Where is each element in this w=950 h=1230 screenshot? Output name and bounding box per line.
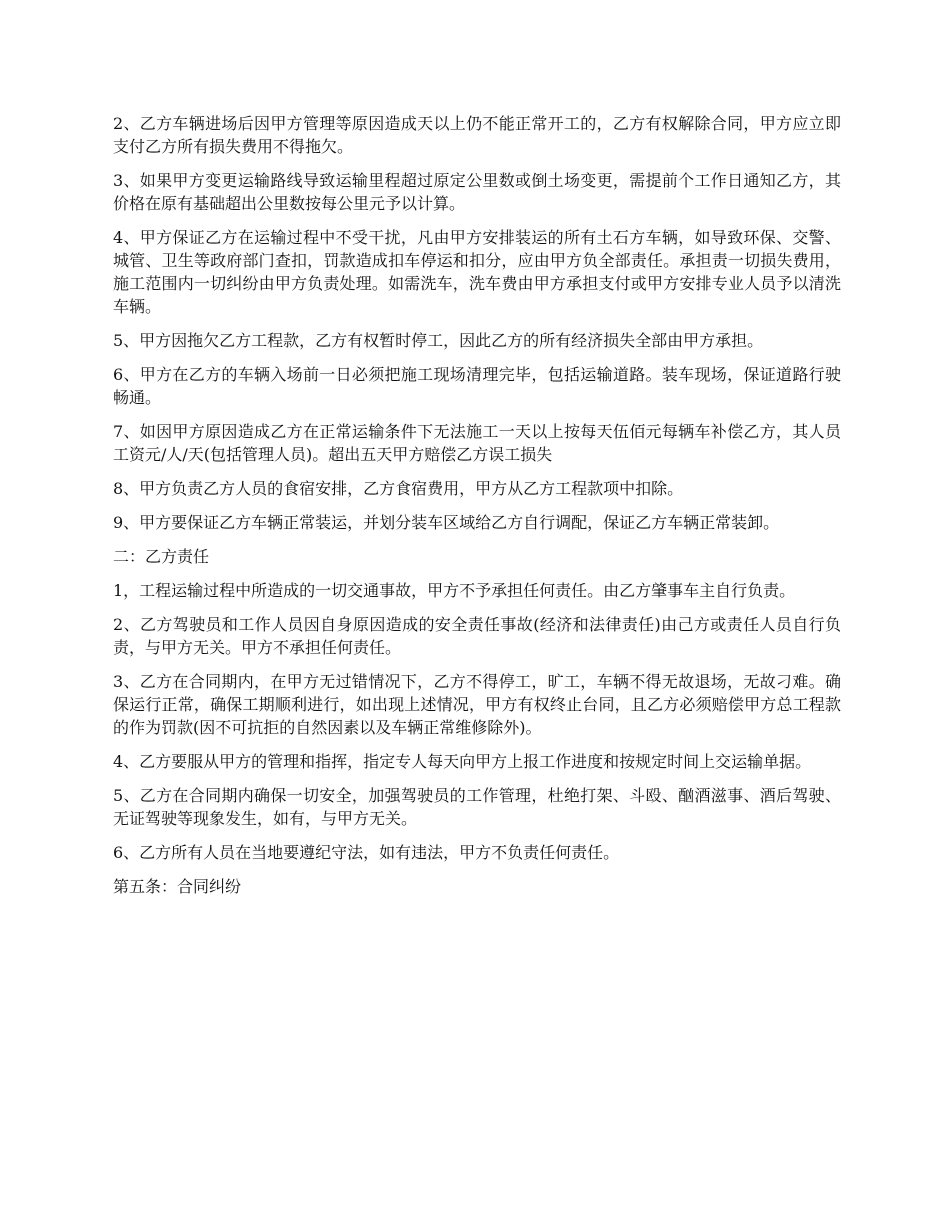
clause-8-accommodation: 8、甲方负责乙方人员的食宿安排，乙方食宿费用，甲方从乙方工程款项中扣除。 (113, 479, 684, 498)
clause-7-compensation: 7、如因甲方原因造成乙方在正常运输条件下无法施工一天以上按每天伍佰元每辆车补偿乙方，其人员工资元/人/天(包括管理人员)。超出五天甲方赔偿乙方误工损失 (113, 422, 841, 464)
party-b-clause-3: 3、乙方在合同期内，在甲方无过错情况下，乙方不得停工，旷工，车辆不得无故退场，无故刁难。确保运行正常，确保工期顺利进行，如出现上述情况，甲方有权终止台同，且乙方必须赔偿甲方总工程款的作为罚款(因不可抗拒的自然因素以及车辆正常维修除外)。 (113, 672, 841, 737)
clause-2-site-delay: 2、乙方车辆进场后因甲方管理等原因造成天以上仍不能正常开工的，乙方有权解除合同，甲方应立即支付乙方所有损失费用不得拖欠。 (113, 114, 841, 156)
party-b-clause-2: 2、乙方驾驶员和工作人员因自身原因造成的安全责任事故(经济和法律责任)由己方或责任人员自行负责，与甲方无关。甲方不承担任何责任。 (113, 615, 841, 657)
party-b-clause-5: 5、乙方在合同期内确保一切安全，加强驾驶员的工作管理，杜绝打架、斗殴、酗酒滋事、酒后驾驶、无证驾驶等现象发生，如有，与甲方无关。 (113, 786, 841, 828)
party-b-clause-6: 6、乙方所有人员在当地要遵纪守法，如有违法，甲方不负责任何责任。 (113, 843, 620, 862)
clause-5-payment-arrears: 5、甲方因拖欠乙方工程款，乙方有权暂时停工，因此乙方的所有经济损失全部由甲方承担。 (113, 331, 764, 350)
party-b-clause-4: 4、乙方要服从甲方的管理和指挥，指定专人每天向甲方上报工作进度和按规定时间上交运输单据。 (113, 752, 812, 771)
clause-6-site-clearing: 6、甲方在乙方的车辆入场前一日必须把施工现场清理完毕，包括运输道路。装车现场，保证道路行驶畅通。 (113, 365, 841, 407)
document-body (113, 112, 841, 909)
clause-3-route-change: 3、如果甲方变更运输路线导致运输里程超过原定公里数或倒土场变更，需提前个工作日通知乙方，其价格在原有基础超出公里数按每公里元予以计算。 (113, 171, 841, 213)
article-5-heading: 第五条：合同纠纷 (113, 877, 242, 896)
party-b-clause-1: 1，工程运输过程中所造成的一切交通事故，甲方不予承担任何责任。由乙方肇事车主自行负责。 (113, 581, 796, 600)
clause-9-loading-area: 9、甲方要保证乙方车辆正常装运，并划分装车区域给乙方自行调配，保证乙方车辆正常装卸。 (113, 513, 780, 532)
section-heading-party-b: 二：乙方责任 (113, 547, 210, 566)
clause-4-transport-guarantee: 4、甲方保证乙方在运输过程中不受干扰，凡由甲方安排装运的所有土石方车辆，如导致环保、交警、城管、卫生等政府部门查扣，罚款造成扣车停运和扣分，应由甲方负全部责任。承担责一切损失费用，施工范围内一切纠纷由甲方负责处理。如需洗车，洗车费由甲方承担支付或甲方安排专业人员予以清洗车辆。 (113, 228, 841, 316)
